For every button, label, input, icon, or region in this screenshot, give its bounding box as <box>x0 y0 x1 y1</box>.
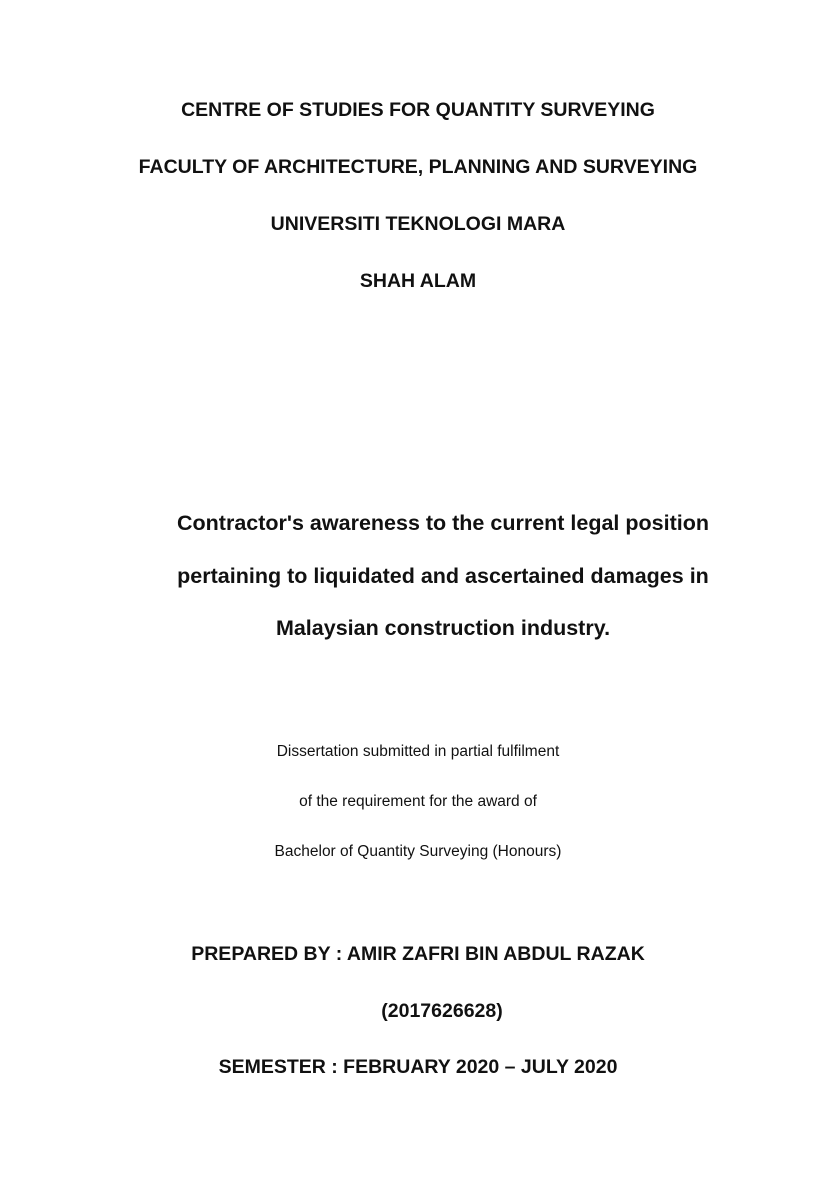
submission-line-1: Dissertation submitted in partial fulfilment <box>276 743 560 760</box>
prepared-by: PREPARED BY : AMIR ZAFRI BIN ABDUL RAZAK <box>191 943 645 965</box>
campus-name: SHAH ALAM <box>359 270 477 292</box>
title-line-1: Contractor's awareness to the current legal position <box>177 511 709 535</box>
centre-name: CENTRE OF STUDIES FOR QUANTITY SURVEYING <box>181 99 655 121</box>
university-name: UNIVERSITI TEKNOLOGI MARA <box>270 213 566 235</box>
title-line-2: pertaining to liquidated and ascertained damages in <box>177 564 709 588</box>
submission-line-2: of the requirement for the award of <box>299 793 537 810</box>
semester: SEMESTER : FEBRUARY 2020 – JULY 2020 <box>218 1056 618 1078</box>
degree-name: Bachelor of Quantity Surveying (Honours) <box>274 843 562 860</box>
student-id: (2017626628) <box>381 1000 503 1022</box>
faculty-name: FACULTY OF ARCHITECTURE, PLANNING AND SURVEYING <box>138 156 698 178</box>
title-line-3: Malaysian construction industry. <box>275 616 611 640</box>
